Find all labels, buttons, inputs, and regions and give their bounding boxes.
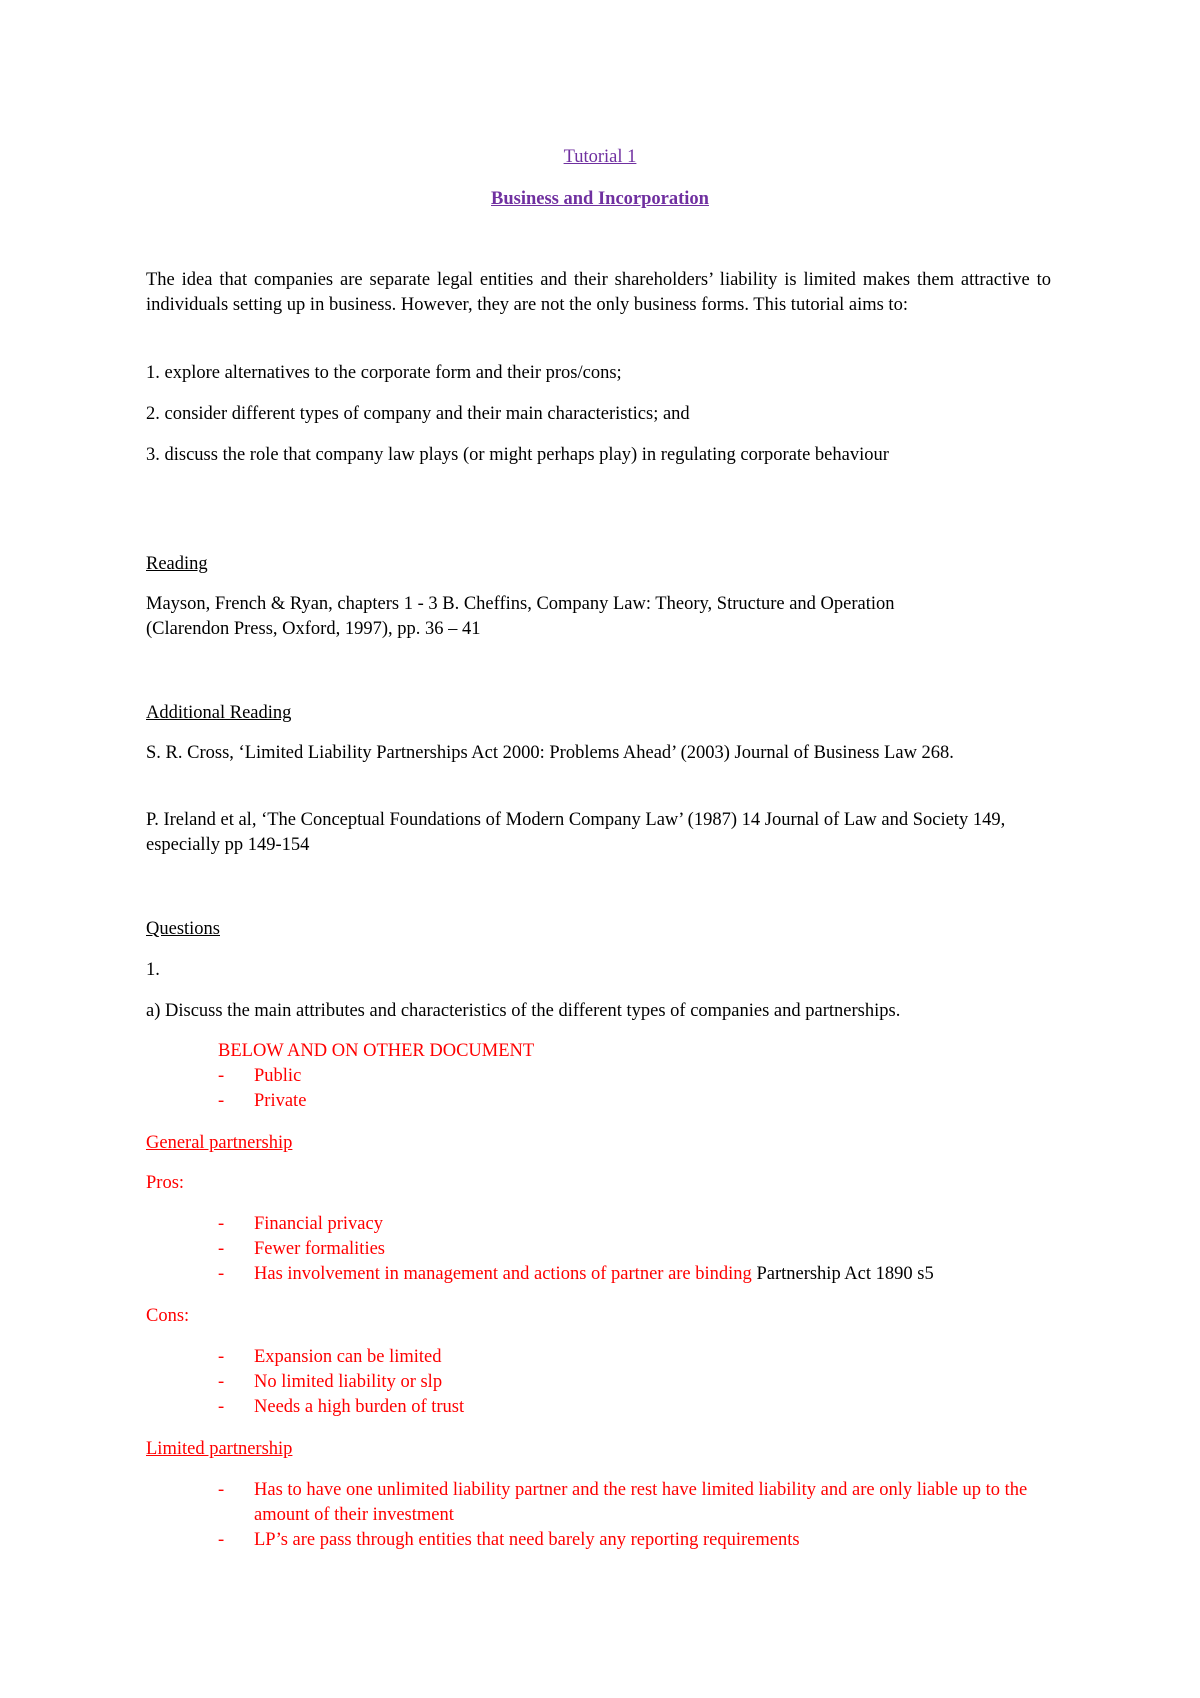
bullet-dash: - [218, 1264, 225, 1284]
questions-heading: Questions [146, 919, 220, 939]
bullet-dash: - [218, 1091, 225, 1111]
bullet-dash: - [218, 1214, 225, 1234]
list-item-text: Public [254, 1066, 302, 1086]
list-item-text: LP’s are pass through entities that need barely any reporting requirements [254, 1530, 800, 1550]
aim-item-2: 2. consider different types of company and their main characteristics; and [146, 404, 690, 424]
answer-note: BELOW AND ON OTHER DOCUMENT [218, 1041, 535, 1061]
list-item-text [254, 1262, 1054, 1287]
aim-item-3: 3. discuss the role that company law plays (or might perhaps play) in regulating corporate behaviour [146, 445, 889, 465]
intro-paragraph: The idea that companies are separate legal entities and their shareholders’ liability is limited makes them attractive to individuals setting up in business. However, they are not the only business forms. This tutorial aims to: [146, 270, 1051, 315]
additional-reading-item-1: S. R. Cross, ‘Limited Liability Partnerships Act 2000: Problems Ahead’ (2003) Journal of Business Law 268. [146, 743, 954, 763]
additional-reading-item-2: P. Ireland et al, ‘The Conceptual Foundations of Modern Company Law’ (1987) 14 Journal of Law and Society 149, especially pp 149-154 [146, 810, 1006, 855]
additional-reading-heading: Additional Reading [146, 703, 292, 723]
pros-label: Pros: [146, 1173, 185, 1193]
list-item-text: Needs a high burden of trust [254, 1397, 465, 1417]
list-item-text: Expansion can be limited [254, 1347, 442, 1367]
list-item-text: Has to have one unlimited liability partner and the rest have limited liability and are only liable up to the amount of their investment [254, 1480, 1028, 1525]
bullet-dash: - [218, 1530, 225, 1550]
bullet-dash: - [218, 1066, 225, 1086]
tutorial-label: Tutorial 1 [563, 147, 637, 167]
bullet-dash: - [218, 1347, 225, 1367]
page-title: Business and Incorporation [491, 189, 709, 209]
bullet-dash: - [218, 1239, 225, 1259]
statute-citation: Partnership Act 1890 s5 [751, 1264, 934, 1284]
list-item-text: No limited liability or slp [254, 1372, 443, 1392]
bullet-dash: - [218, 1480, 225, 1500]
pros-item-text: Has involvement in management and actions of partner are binding [254, 1264, 752, 1284]
list-item-text: Private [254, 1091, 307, 1111]
question-part-a: a) Discuss the main attributes and characteristics of the different types of companies and partnerships. [146, 1001, 901, 1021]
aim-item-1: 1. explore alternatives to the corporate form and their pros/cons; [146, 363, 622, 383]
list-item-text: Financial privacy [254, 1214, 383, 1234]
list-item-text: Fewer formalities [254, 1239, 385, 1259]
limited-partnership-heading: Limited partnership [146, 1439, 293, 1459]
question-number: 1. [146, 960, 160, 980]
general-partnership-heading: General partnership [146, 1133, 293, 1153]
bullet-dash: - [218, 1397, 225, 1417]
reading-text: Mayson, French & Ryan, chapters 1 - 3 B. Cheffins, Company Law: Theory, Structure and Operation (Clarendon Press, Oxford, 1997), pp. 36 – 41 [146, 594, 895, 639]
bullet-dash: - [218, 1372, 225, 1392]
reading-heading: Reading [146, 554, 208, 574]
cons-label: Cons: [146, 1306, 190, 1326]
